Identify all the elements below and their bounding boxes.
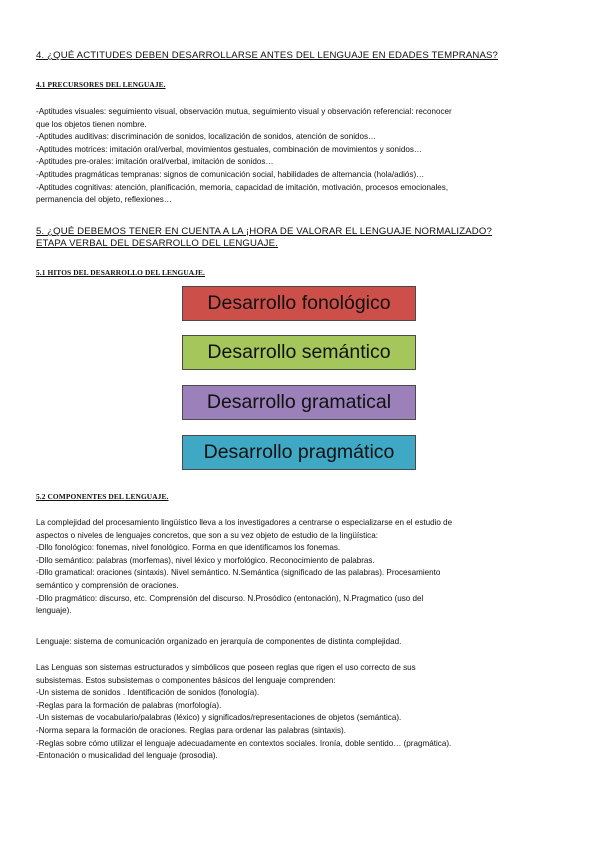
paragraph-line: -Un sistema de sonidos . Identificación de sonidos (fonología). [36,688,260,698]
precursor-line: -Aptitudes motrices: imitación oral/verbal, movimientos gestuales, combinación de movimientos y sonidos… [36,144,422,154]
precursor-line: permanencia del objeto, reflexiones… [36,195,172,205]
precursor-line: -Aptitudes cognitivas: atención, planificación, memoria, capacidad de imitación, motivación, procesos emocionales, [36,182,449,192]
section-5-heading-line: 5. ¿QUÉ DEBEMOS TENER EN CUENTA A LA ¡HORA DE VALORAR EL LENGUAJE NORMALIZADO? [36,226,492,237]
paragraph-line: subsistemas. Estos subsistemas o componentes básicos del lenguaje comprenden: [36,675,336,685]
section-5-2-subheading: 5.2 COMPONENTES DEL LENGUAJE. [36,492,169,501]
paragraph-line: -Reglas para la formación de palabras (morfología). [36,700,222,710]
section-5-heading [36,226,566,250]
precursor-line: -Aptitudes visuales: seguimiento visual, observación mutua, seguimiento visual y observación referencial: reconocer [36,107,452,116]
milestone-box-semantic: Desarrollo semántico [182,335,416,370]
paragraph-line: -Entonación o musicalidad del lenguaje (prosodia). [36,751,218,761]
paragraph-line: -Reglas sobre cómo utilizar el lenguaje adecuadamente en contextos sociales. Ironía, doble sentido… (pragmática). [36,738,452,748]
language-definition [36,636,566,649]
section-4-heading: 4. ¿QUÉ ACTITUDES DEBEN DESARROLLARSE ANTES DEL LENGUAJE EN EDADES TEMPRANAS? [36,50,499,61]
paragraph-line: La complejidad del procesamiento lingüístico lleva a los investigadores a centrarse o especializarse en el estudio de [36,518,453,527]
paragraph-line: -Un sistemas de vocabulario/palabras (léxico) y significados/representaciones de objetos (semántica). [36,713,402,723]
paragraph-line: -Dllo fonológico: fonemas, nivel fonológico. Forma en que identificamos los fonemas. [36,543,341,553]
paragraph-line: -Dllo gramatical: oraciones (sintaxis). Nivel semántico. N.Semántica (significado de las palabras). Procesamiento [36,568,441,578]
paragraph-line: Lenguaje: sistema de comunicación organizado en jerarquía de componentes de distinta complejidad. [36,637,402,646]
paragraph-line: Las Lenguas son sistemas estructurados y simbólicos que poseen reglas que rigen el uso correcto de sus [36,663,416,672]
paragraph-line: -Dllo pragmático: discurso, etc. Comprensión del discurso. N.Prosódico (entonación), N.Pragmatico (uso del [36,593,424,603]
languages-paragraph [36,662,566,763]
paragraph-line: -Norma separa la formación de oraciones. Reglas para ordenar las palabras (sintaxis). [36,725,346,735]
milestone-box-phonological: Desarrollo fonológico [182,286,416,321]
paragraph-line: aspectos o niveles de lenguajes concretos, que son a su vez objeto de estudio de la lingüística: [36,530,378,540]
section-5-1-subheading: 5.1 HITOS DEL DESARROLLO DEL LENGUAJE. [36,268,205,277]
milestone-box-grammatical: Desarrollo gramatical [182,385,416,420]
precursor-line: -Aptitudes auditivas: discriminación de sonidos, localización de sonidos, atención de sonidos… [36,132,377,142]
section-4-1-subheading: 4.1 PRECURSORES DEL LENGUAJE. [36,80,166,89]
milestone-box-pragmatic: Desarrollo pragmático [182,435,416,470]
section-5-heading-line: ETAPA VERBAL DEL DESARROLLO DEL LENGUAJE. [36,238,278,249]
components-paragraph [36,517,566,618]
precursors-list [36,106,566,207]
precursor-line: -Aptitudes pragmáticas tempranas: signos de comunicación social, habilidades de alternancia (hola/adiós)… [36,169,425,179]
paragraph-line: semántico y comprensión de oraciones. [36,580,179,590]
paragraph-line: -Dllo semántico: palabras (morfemas), nivel léxico y morfológico. Reconocimiento de palabras. [36,555,375,565]
precursor-line: que los objetos tienen nombre. [36,119,147,129]
paragraph-line: lenguaje). [36,606,72,616]
precursor-line: -Aptitudes pre-orales: imitación oral/verbal, imitación de sonidos… [36,157,274,167]
